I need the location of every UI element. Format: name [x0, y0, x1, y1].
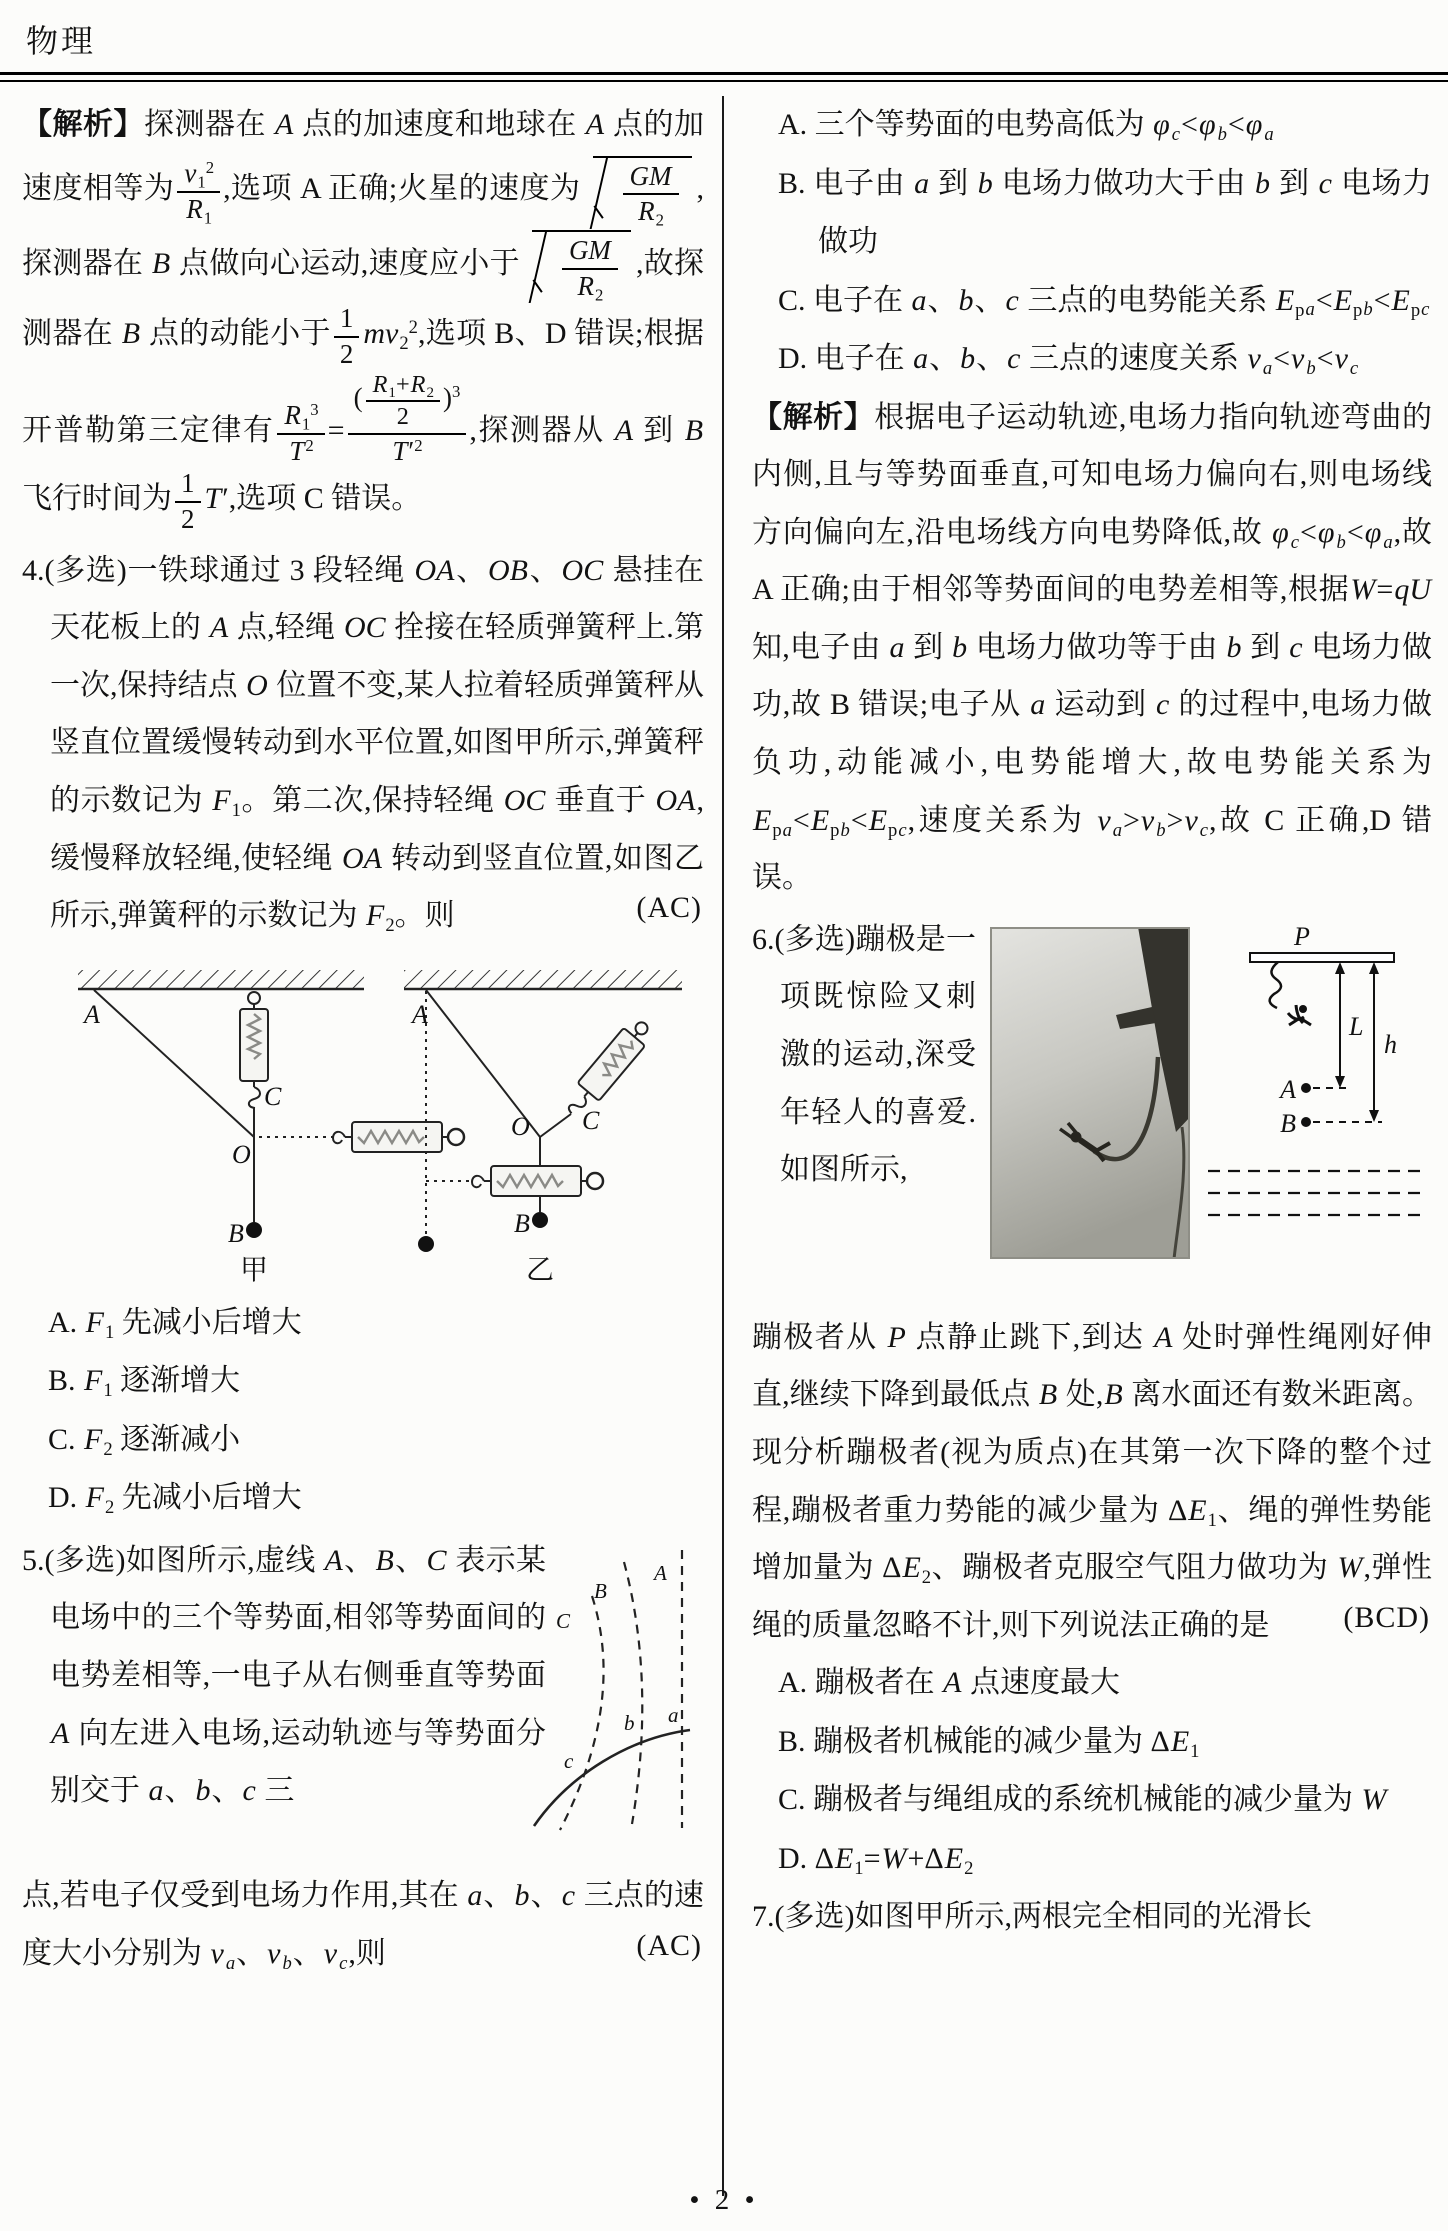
rope-oc [540, 1114, 571, 1137]
q5-option-c: C. 电子在 a、b、c 三点的电势能关系 $E_{pa}<E_{pb}<E_{pc}$ [778, 283, 1430, 321]
question-body: 如图所示,虚线 A、B、C 表示某电场中的三个等势面,相邻等势面间的电势差相等,一电子从右侧垂直等势面 A 向左进入电场,运动轨迹与等势面分别交于 a、b、c 三 [50, 1543, 547, 1808]
ball-ghost-icon [418, 1236, 434, 1252]
label-l: L [1349, 1011, 1364, 1041]
tilted-spring-scale-icon [560, 1015, 656, 1122]
horizontal-spring-scale-icon [333, 1122, 464, 1152]
analysis-3 [22, 96, 704, 536]
distance-arrow-h [1369, 962, 1379, 1122]
label-b: B [228, 1218, 244, 1248]
q5-figure [558, 1542, 702, 1862]
q6-diagram-svg [1202, 919, 1432, 1301]
q4-option-c: C. $F_2$ 逐渐减小 [48, 1422, 241, 1460]
question-5 [22, 1532, 704, 1820]
q4-option-d: D. $F_2$ 先减小后增大 [48, 1481, 302, 1519]
analysis-label: 【解析】 [752, 400, 875, 434]
question-number: 5. [22, 1543, 45, 1577]
q4-option-a: A. $F_1$ 先减小后增大 [48, 1305, 302, 1343]
slack-rope-squiggle [1270, 962, 1281, 1008]
question-7 [752, 1888, 1432, 1946]
horizontal-spring-scale-icon [472, 1166, 603, 1196]
analysis-label: 【解析】 [22, 108, 144, 141]
label-pt-a: a [668, 1702, 679, 1727]
question-tag: (多选) [774, 1900, 855, 1934]
q4-figure [48, 953, 704, 1290]
caption-jia: 甲 [239, 1254, 269, 1285]
question-tag: (多选) [44, 553, 127, 587]
distance-arrow-l [1335, 962, 1345, 1088]
q6-option-a: A. 蹦极者在 A 点速度最大 [778, 1666, 1120, 1700]
left-column [22, 96, 722, 2196]
question-4 [22, 542, 704, 945]
label-c: C [264, 1081, 282, 1111]
answer-badge: (AC) [636, 1928, 702, 1962]
platform-bar [1250, 953, 1394, 962]
ceiling-hatch [404, 970, 682, 989]
caption-yi: 乙 [525, 1254, 555, 1285]
analysis-body: 探测器在 A 点的加速度和地球在 A 点的加速度相等为 $\frac{v_1^2}{R_1}$ ,选项 A 正确;火星的速度为 $\frac{GM}{R_2}$ ,探测器在 B 点做向心运动,速度应小于 $\frac{GM}{R_2}$ ,故探测器在 B 点的动能小于 $\frac{1}{2}$ $mv_2^2$,选项 B、D 错误;根据开普勒第三定律有 $\frac{R_1^3}{T^2}$ = ( $\frac{R_1+R_2}{2}$ )$^3$ $T'^2$ ,探测器从 A 到 B 飞行时间为 $\frac{1}{2}$ T′,选项 C 错误。 [22, 108, 705, 534]
question-6-continued [752, 1309, 1432, 1655]
label-b: B [514, 1208, 530, 1238]
analysis-body: 根据电子运动轨迹,电场力指向轨迹弯曲的内侧,且与等势面垂直,可知电场力偏向右,则电场线方向偏向左,沿电场线方向电势降低,故 φ $_c$<φ $_b$<φ $_a$,故 A 正确;由于相邻等势面间的电势差相等,根据W=qU 知,电子由 a 到 b 电场力做功等于由 b 到 c 电场力做功,故 B 错误;电子从 a 运动到 c 的过程中,电场力做负功,动能减小,电势能增大,故电势能关系为$E_{pa}<E_{pb}<E_{pc}$,速度关系为 v $_a$>v $_b$>v $_c$,故 C 正确,D 错误。 [752, 400, 1433, 895]
q6-option-b: B. 蹦极者机械能的减少量为 $\Delta E_1$ [778, 1724, 1200, 1762]
label-a: A [412, 999, 428, 1029]
diagram-jia [78, 970, 464, 1285]
q4-figure-svg [48, 953, 688, 1285]
label-o: O [511, 1111, 530, 1141]
q5-option-d: D. 电子在 a、b、c 三点的速度关系 v $_a$<v $_b$<v $_c$ [778, 342, 1359, 379]
analysis-5 [752, 389, 1432, 907]
content-columns [0, 82, 1448, 2196]
question-body: 如图甲所示,两根完全相同的光滑长 [854, 1900, 1312, 1934]
q5-option-b: B. 电子由 a 到 b 电场力做功大于由 b 到 c 电场力做功 [778, 166, 1433, 258]
page-number: • 2 • [689, 2184, 759, 2216]
question-number: 6. [752, 922, 775, 956]
question-6 [752, 911, 1432, 1199]
question-tag: (多选) [44, 1543, 126, 1577]
label-a: A [84, 999, 100, 1029]
q5-option-a: A. 三个等势面的电势高低为 φ $_c$<φ $_b$<φ $_a$ [778, 108, 1274, 145]
answer-badge: (AC) [636, 891, 702, 925]
question-tag: (多选) [774, 922, 856, 956]
label-p: P [1294, 921, 1310, 951]
q6-bungee-photo [990, 927, 1190, 1259]
point-b-dot [1301, 1117, 1311, 1127]
label-b: B [1280, 1108, 1296, 1138]
diagram-yi [404, 970, 682, 1285]
question-body: 蹦极是一项既惊险又刺激的运动,深受年轻人的喜爱.如图所示, [780, 922, 977, 1187]
label-o: O [232, 1139, 251, 1169]
q5-figure-svg [530, 1542, 702, 1842]
label-line-b: B [594, 1578, 607, 1603]
water-surface-lines [1208, 1171, 1428, 1215]
ball-icon [532, 1212, 548, 1228]
label-c: C [582, 1105, 600, 1135]
question-body-rest: 点,若电子仅受到电场力作用,其在 a、b、c 三点的速度大小分别为 v $_a$、v $_b$、v $_c$,则 [22, 1879, 705, 1974]
page-title: 物理 [26, 23, 97, 59]
label-pt-b: b [624, 1710, 635, 1735]
q6-figures [990, 919, 1432, 1301]
label-line-a: A [654, 1560, 667, 1585]
answer-badge: (BCD) [1343, 1600, 1430, 1634]
label-line-c: C [556, 1608, 571, 1633]
ball-icon [246, 1222, 262, 1238]
q6-option-c: C. 蹦极者与绳组成的系统机械能的减少量为 W [778, 1783, 1387, 1817]
point-a-dot [1301, 1083, 1311, 1093]
right-column [722, 96, 1432, 2196]
question-number: 4. [22, 553, 45, 587]
q4-option-b: B. $F_1$ 逐渐增大 [48, 1364, 241, 1402]
ceiling-hatch [78, 970, 364, 989]
label-h: h [1384, 1029, 1397, 1059]
question-body-rest: 蹦极者从 P 点静止跳下,到达 A 处时弹性绳刚好伸直,继续下降到最低点 B 处,B 离水面还有数米距离。现分析蹦极者(视为质点)在其第一次下降的整个过程,蹦极者重力势能的减少量为 $\Delta E_1$、绳的弹性势能增加量为 $\Delta E_2$、蹦极者克服空气阻力做功为 W,弹性绳的质量忽略不计,则下列说法正确的是 [752, 1320, 1433, 1642]
rope-oa [94, 990, 254, 1137]
electron-trajectory-curve [534, 1730, 690, 1826]
q6-option-d: D. $\Delta E_1=W+\Delta E_2$ [778, 1841, 974, 1879]
question-5-continued [22, 1867, 704, 1982]
jumper-scribble [1288, 1005, 1311, 1025]
label-pt-c: c [564, 1748, 574, 1773]
header-rule [0, 72, 1448, 82]
equipotential-line-b [624, 1562, 642, 1824]
question-body: 一铁球通过 3 段轻绳 OA、OB、OC 悬挂在天花板上的 A 点,轻绳 OC 拴接在轻质弹簧秤上.第一次,保持结点 O 位置不变,某人拉着轻质弹簧秤从竖直位置缓慢转动到水平位置,如图甲所示,弹簧秤的示数记为 $F_1$。第二次,保持轻绳 OC 垂直于 OA,缓慢释放轻绳,使轻绳 OA 转动到竖直位置,如图乙所示,弹簧秤的示数记为 $F_2$。则 [50, 553, 705, 937]
question-number: 7. [752, 1900, 775, 1934]
label-a: A [1280, 1074, 1296, 1104]
